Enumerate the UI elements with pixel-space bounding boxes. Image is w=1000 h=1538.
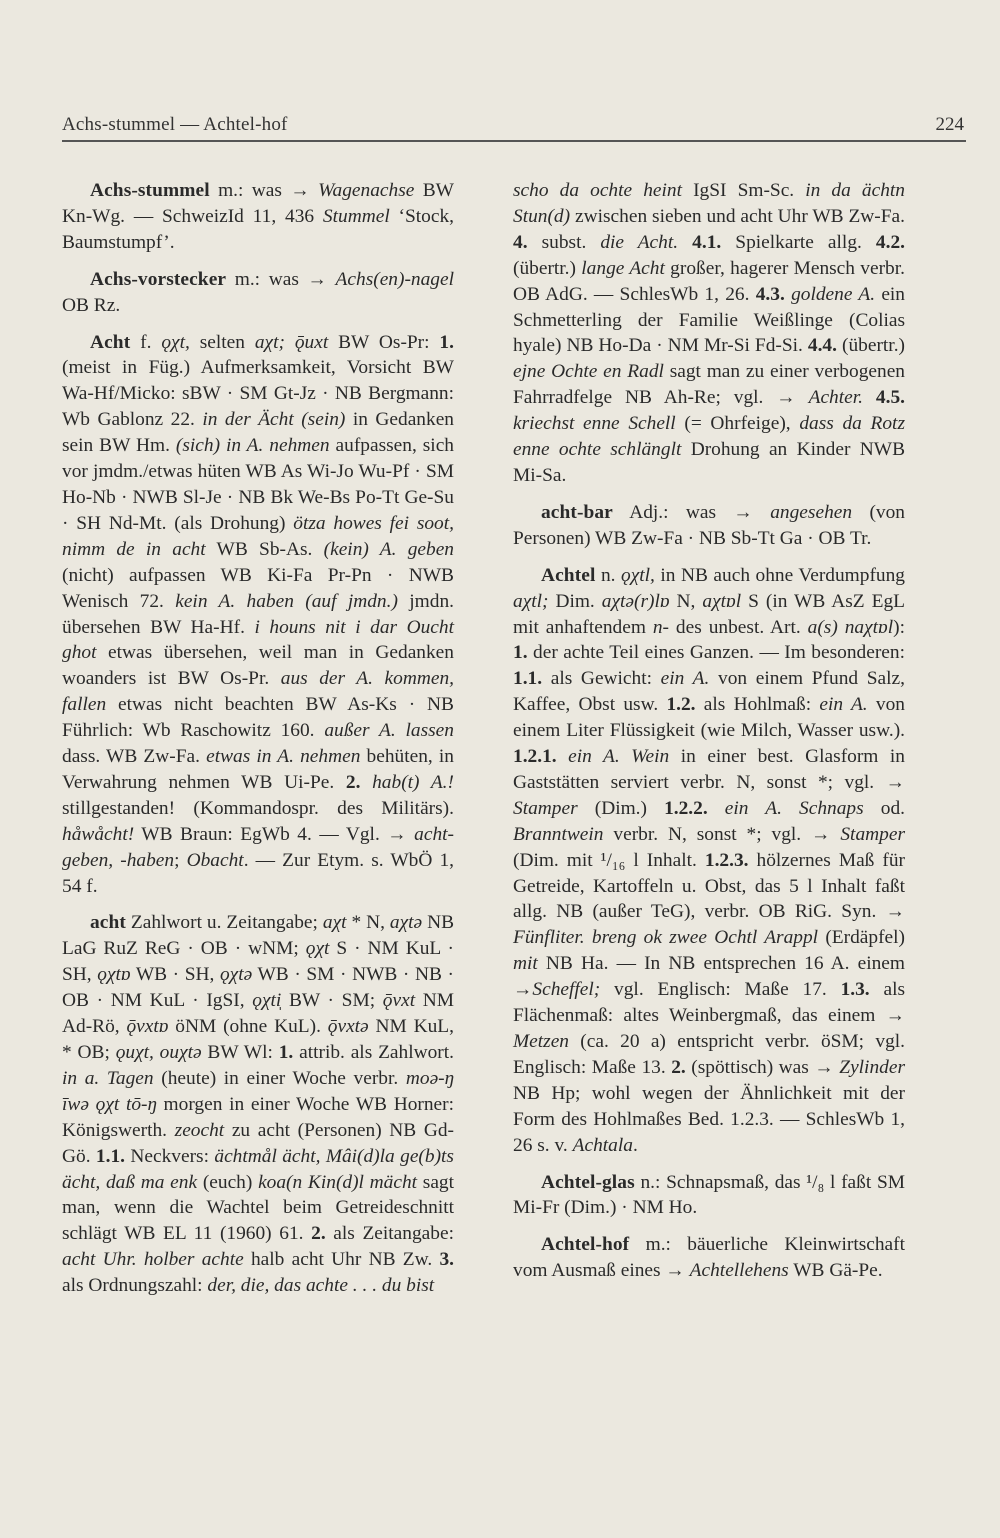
- sense-number: 1.2.: [666, 694, 696, 716]
- phonetic: aχtə: [389, 912, 423, 934]
- entry-text: NB Ha. — In NB entsprechen 16 A. einem →: [513, 953, 905, 1001]
- entry-text: [557, 746, 569, 767]
- entry-text: von einem Pfund Salz, Kaffee, Obst usw.: [513, 668, 905, 716]
- sense-number: 2.: [345, 771, 361, 793]
- right-column: [513, 178, 905, 1295]
- entry-text: IgSI Sm-Sc.: [682, 180, 806, 201]
- entry-text: in NB auch ohne Verdumpfung: [654, 564, 905, 586]
- entry-text: Zahlwort u. Zeitangabe;: [125, 912, 323, 934]
- example: ötza howes fei soot, nimm de in acht: [62, 512, 454, 560]
- cross-reference: Metzen: [513, 1031, 569, 1052]
- cross-reference: Obacht: [186, 849, 244, 871]
- cross-reference: Achs(en)-nagel: [335, 268, 454, 290]
- headword: Achtel-hof: [541, 1234, 630, 1256]
- entry-text: zu acht (Personen) NB Gd-Gö.: [62, 1119, 454, 1167]
- entry-text: dass. WB Zw-Fa.: [62, 746, 207, 768]
- entry-text: als Ordnungszahl:: [62, 1275, 208, 1297]
- entry-text: ‘Stock, Baumstumpf’.: [62, 205, 454, 253]
- entry-text: NM KuL, * OB;: [62, 1016, 454, 1063]
- phonetic: aχt;: [254, 331, 285, 353]
- phonetic: aχt: [322, 912, 347, 934]
- phonetic: ǫχtə: [219, 964, 253, 986]
- cross-reference: angesehen: [770, 501, 853, 523]
- entry-text: großer, hagerer Mensch verbr. OB AdG. — SchlesWb 1, 26.: [513, 257, 905, 305]
- entry-text: (Erdäpfel): [818, 927, 905, 949]
- entry-text: (nicht) aufpassen WB Ki-Fa Pr-Pn · NWB Wenisch 72.: [62, 564, 454, 612]
- example: ein A. Wein: [568, 746, 670, 768]
- sense-number: 1.: [513, 642, 528, 664]
- cross-reference: Stamper: [840, 823, 905, 845]
- entry-text: WB Braun: EgWb 4. — Vgl. →: [134, 823, 415, 845]
- entry-text: (euch): [197, 1171, 259, 1193]
- headword: acht: [90, 912, 126, 934]
- entry-text: [708, 798, 725, 819]
- example: kriechst enne Schell: [513, 413, 676, 435]
- example: ejne Ochte en Radl: [513, 361, 664, 383]
- entry-text: attrib. als Zahlwort.: [293, 1042, 455, 1063]
- entry-text: [863, 387, 876, 408]
- phonetic: ǫχti̩: [252, 990, 282, 1012]
- entry-text: verbr. N, sonst *; vgl. →: [603, 823, 841, 845]
- entry-text: etwas übersehen, weil man in Gedanken woanders ist BW Os-Pr.: [62, 642, 454, 690]
- entry-text: WB Gä-Pe.: [788, 1260, 883, 1282]
- entry-text: von einem Liter Flüssigkeit (wie Milch, Wasser usw.).: [513, 694, 905, 742]
- example: in der Ächt (sein): [202, 409, 346, 431]
- header-rule: [62, 140, 966, 142]
- phonetic: aχtɒl: [702, 590, 742, 612]
- entry-text: S · NM KuL · SH,: [62, 938, 454, 986]
- italic-term: Stummel: [322, 205, 390, 227]
- cross-reference: Wagenachse: [318, 180, 415, 201]
- phonetic: aχtə(r)lɒ: [601, 590, 670, 612]
- entry-text: [678, 232, 692, 253]
- phonetic: a(s) naχtɒl: [807, 616, 894, 638]
- entry-text: der achte Teil eines Ganzen. — Im besonderen:: [527, 642, 905, 664]
- example: außer A. lassen: [324, 720, 454, 742]
- entry-achs-stummel: [62, 178, 454, 256]
- entry-text: [285, 332, 295, 353]
- sense-number: 1.3.: [840, 979, 870, 1001]
- headword: Acht: [90, 331, 131, 353]
- sense-number: 4.4.: [807, 335, 837, 357]
- example: etwas in A. nehmen: [206, 746, 361, 768]
- entry-text: selten: [189, 331, 255, 353]
- entry-text: NM Ad-Rö,: [62, 990, 455, 1038]
- entry-text: aufpassen, sich vor jmdm./etwas hüten WB As Wi-Jo Wu-Pf · SM Ho-Nb · NWB Sl-Je · NB Bk We-Bs Po-Tt Ge-Su · SH Nd-Mt. (als Drohung): [62, 435, 454, 534]
- entry-text: BW · SM;: [281, 990, 383, 1012]
- cross-reference: Achtellehens: [689, 1260, 789, 1282]
- sense-number: 4.: [513, 231, 528, 253]
- entry-text: als Gewicht:: [542, 668, 661, 690]
- example: hab(t) A.!: [372, 771, 454, 793]
- phonetic: ǫuχt, ouχtə: [115, 1042, 202, 1063]
- entry-achtel: [513, 563, 905, 1159]
- entry-text: morgen in einer Woche WB Horner: Königswerth.: [62, 1093, 454, 1141]
- phonetic: ǫχt: [305, 938, 330, 960]
- phonetic: ǫχtɒ: [97, 964, 131, 986]
- entry-acht-num: [62, 910, 454, 1299]
- example: moə-ŋ īwə ǫχt tō-ŋ: [62, 1067, 454, 1115]
- example: mit: [513, 953, 538, 975]
- entry-text: Neckvers:: [125, 1145, 215, 1167]
- example: die Acht.: [600, 231, 679, 253]
- phonetic: ǭvxtə: [327, 1016, 369, 1038]
- sense-number: 1.2.3.: [704, 849, 749, 871]
- entry-text: zwischen sieben und acht Uhr WB Zw-Fa.: [570, 205, 905, 227]
- entry-text: [360, 772, 372, 793]
- headword: Achs-stummel: [90, 180, 210, 201]
- entry-text: WB · SM · NWB · NB · OB · NM KuL · IgSI,: [62, 964, 455, 1012]
- phonetic: ǭvxtɒ: [126, 1016, 169, 1038]
- entry-text: subst.: [527, 231, 601, 253]
- entry-acht-num-continued: [513, 178, 905, 489]
- example: (kein) A. geben: [323, 538, 455, 560]
- entry-text: WB Sb-As.: [205, 538, 324, 560]
- entry-text: in Gedanken sein BW Hm.: [62, 409, 454, 457]
- entry-text: (übertr.): [513, 257, 582, 279]
- entry-text: S (in WB AsZ EgL mit anhaftendem: [513, 590, 905, 638]
- entry-text: als Zeitangabe:: [325, 1223, 454, 1245]
- entry-text: (spöttisch) was →: [685, 1056, 840, 1078]
- entry-text: BW Kn-Wg. — SchweizId 11, 436: [62, 180, 454, 227]
- entry-text: m.: bäuerliche Kleinwirtschaft vom Ausmaß eines →: [513, 1234, 905, 1282]
- entry-text: jmdn. übersehen BW Ha-Hf.: [62, 590, 454, 638]
- entry-text: * N,: [346, 912, 390, 934]
- headword: Achtel-glas: [541, 1171, 635, 1193]
- entry-acht-f: [62, 330, 454, 900]
- example: dass da Rotz enne ochte schlänglt: [513, 413, 905, 461]
- entry-text: N,: [669, 590, 703, 612]
- entry-text: (= Ohrfeige),: [675, 413, 800, 435]
- entry-text: etwas nicht beachten BW As-Ks · NB Führlich: Wb Raschowitz 160.: [62, 694, 454, 742]
- sense-number: 1.: [278, 1042, 294, 1063]
- example: Fünfliter. breng ok zwee Ochtl Arappl: [513, 927, 819, 949]
- example: ächtmål ächt, Mâi(d)la ge(b)ts ächt, daß ma enk: [62, 1145, 454, 1193]
- example: in a. Tagen: [62, 1067, 154, 1089]
- phonetic: ǫχt,: [161, 331, 190, 353]
- entry-text: hölzernes Maß für Getreide, Kartoffeln u. Obst, das 5 l Inhalt faßt allg. NB (außer TeG), verbr. OB RiG. Syn. →: [513, 849, 905, 923]
- entry-text: . — Zur Etym. s. WbÖ 1, 54 f.: [62, 849, 455, 897]
- entry-text: Drohung an Kinder NWB Mi-Sa.: [513, 439, 905, 486]
- example: in da ächtn Stun(d): [513, 180, 905, 227]
- entry-text: n.: [595, 564, 622, 586]
- entry-text: (Dim. mit ¹/₁₆ l Inhalt.: [513, 849, 705, 871]
- entry-text: BW Wl:: [201, 1042, 279, 1063]
- page-number: 224: [935, 114, 964, 135]
- example: scho da ochte heint: [513, 180, 682, 201]
- entry-achtel-glas: [513, 1170, 905, 1222]
- phonetic: ǭvxt: [382, 990, 416, 1012]
- sense-number: 4.3.: [755, 283, 785, 305]
- example: Branntwein: [513, 823, 604, 845]
- cross-reference: acht-geben, -haben: [62, 823, 454, 871]
- entry-text: sagt man, wenn die Wachtel beim Getreideschnitt schlägt WB EL 11 (1960) 61.: [62, 1171, 455, 1245]
- example: lange Acht: [581, 257, 665, 279]
- entry-text: WB · SH,: [130, 964, 220, 986]
- example: håwåcht!: [62, 823, 135, 845]
- example: aus der A. kommen, fallen: [62, 668, 454, 716]
- entry-text: öNM (ohne KuL).: [168, 1016, 328, 1038]
- entry-text: .: [632, 1134, 638, 1156]
- entry-text: stillgestanden! (Kommandospr. des Militärs).: [62, 797, 454, 819]
- sense-number: 4.2.: [875, 231, 905, 253]
- entry-text: ;: [174, 849, 187, 871]
- entry-text: (ca. 20 a) entspricht verbr. öSM; vgl. Englisch: Maße 13.: [513, 1031, 905, 1078]
- left-column: [62, 178, 454, 1310]
- sense-number: 1.2.2.: [664, 797, 708, 819]
- entry-text: ):: [893, 616, 905, 638]
- cross-reference: Stamper: [513, 797, 578, 819]
- cross-reference: Scheffel;: [532, 979, 601, 1001]
- example: kein A. haben (auf jmdn.): [175, 590, 398, 612]
- entry-achs-vorstecker: [62, 267, 454, 319]
- example: (sich) in A. nehmen: [175, 435, 330, 457]
- example: koa(n Kin(d)l mächt: [258, 1171, 418, 1193]
- entry-text: Dim.: [548, 590, 602, 612]
- sense-number: 4.1.: [692, 231, 722, 253]
- example: acht Uhr. holber achte: [62, 1249, 244, 1271]
- entry-text: des unbest. Art.: [669, 616, 808, 638]
- entry-text: NB LaG RuZ ReG · OB · wNM;: [62, 912, 455, 960]
- example: ein A.: [660, 668, 710, 690]
- entry-text: OB Rz.: [62, 294, 121, 316]
- entry-text: (Dim.): [577, 797, 665, 819]
- phonetic: ǫχtl,: [621, 564, 655, 586]
- sense-number: 4.5.: [875, 387, 905, 409]
- entry-text: sagt man zu einer verbogenen Fahrradfelge NB Ah-Re; vgl. →: [513, 361, 905, 409]
- entry-text: (meist in Füg.) Aufmerksamkeit, Vorsicht BW Wa-Hf/Micko: sBW · SM Gt-Jz · NB Bergmann: Wb Gablonz 22.: [62, 357, 454, 431]
- entry-text: ein Schmetterling der Familie Weißlinge (Colias hyale) NB Ho-Da · NM Mr-Si Fd-Si.: [513, 283, 906, 357]
- entry-text: als Flächenmaß: altes Weinbergmaß, das einem →: [513, 979, 906, 1027]
- entry-text: od.: [863, 797, 905, 819]
- example: zeocht: [174, 1119, 225, 1141]
- entry-text: (heute) in einer Woche verbr.: [153, 1067, 406, 1089]
- sense-number: 3.: [439, 1249, 454, 1271]
- phonetic: n-: [652, 616, 669, 638]
- entry-text: vgl. Englisch: Maße 17.: [600, 979, 841, 1001]
- entry-text: BW Os-Pr:: [328, 331, 440, 353]
- entry-text: (von Personen) WB Zw-Fa · NB Sb-Tt Ga · OB Tr.: [513, 501, 905, 549]
- example: der, die, das achte . . . du bist: [207, 1275, 435, 1297]
- entry-text: in einer best. Glasform in Gaststätten serviert verbr. N, sonst *; vgl. →: [513, 746, 905, 793]
- headword: acht-bar: [541, 501, 613, 523]
- headword: Achtel: [541, 564, 596, 586]
- sense-number: 1.1.: [513, 668, 543, 690]
- entry-text: f.: [130, 331, 162, 353]
- sense-number: 1.1.: [95, 1145, 126, 1167]
- entry-text: halb acht Uhr NB Zw.: [243, 1249, 440, 1271]
- entry-text: (übertr.): [836, 335, 905, 357]
- entry-text: als Hohlmaß:: [695, 694, 820, 716]
- entry-acht-bar: [513, 500, 905, 552]
- entry-text: m.: was →: [209, 180, 319, 201]
- running-title: Achs-stummel — Achtel-hof: [62, 114, 288, 135]
- cross-reference: Achtala: [572, 1134, 633, 1156]
- example: ein A. Schnaps: [724, 797, 864, 819]
- entry-text: Spielkarte allg.: [721, 231, 876, 253]
- example: i houns nit i dar Oucht ghot: [62, 616, 454, 664]
- sense-number: 2.: [311, 1223, 326, 1245]
- example: goldene A.: [791, 283, 876, 305]
- cross-reference: Zylinder: [839, 1056, 905, 1078]
- sense-number: 1.2.1.: [513, 746, 557, 768]
- entry-text: m.: was →: [226, 268, 336, 290]
- sense-number: 2.: [671, 1056, 686, 1078]
- sense-number: 1.: [439, 331, 454, 353]
- phonetic: aχtl;: [513, 590, 549, 612]
- cross-reference: Achter.: [808, 387, 863, 409]
- phonetic: ǭuxt: [294, 331, 329, 353]
- example: ein A.: [819, 694, 868, 716]
- entry-achtel-hof: [513, 1232, 905, 1284]
- headword: Achs-vorstecker: [90, 268, 227, 290]
- entry-text: NB Hp; wohl wegen der Ähnlichkeit mit der Form des Hohlmaßes Bed. 1.2.3. — SchlesWb 1, 26 s. v.: [513, 1082, 905, 1156]
- entry-text: Adj.: was →: [612, 501, 771, 523]
- entry-text: n.: Schnapsmaß, das ¹/₈ l faßt SM Mi-Fr (Dim.) · NM Ho.: [513, 1171, 905, 1219]
- entry-text: behüten, in Verwahrung nehmen WB Ui-Pe.: [62, 746, 454, 793]
